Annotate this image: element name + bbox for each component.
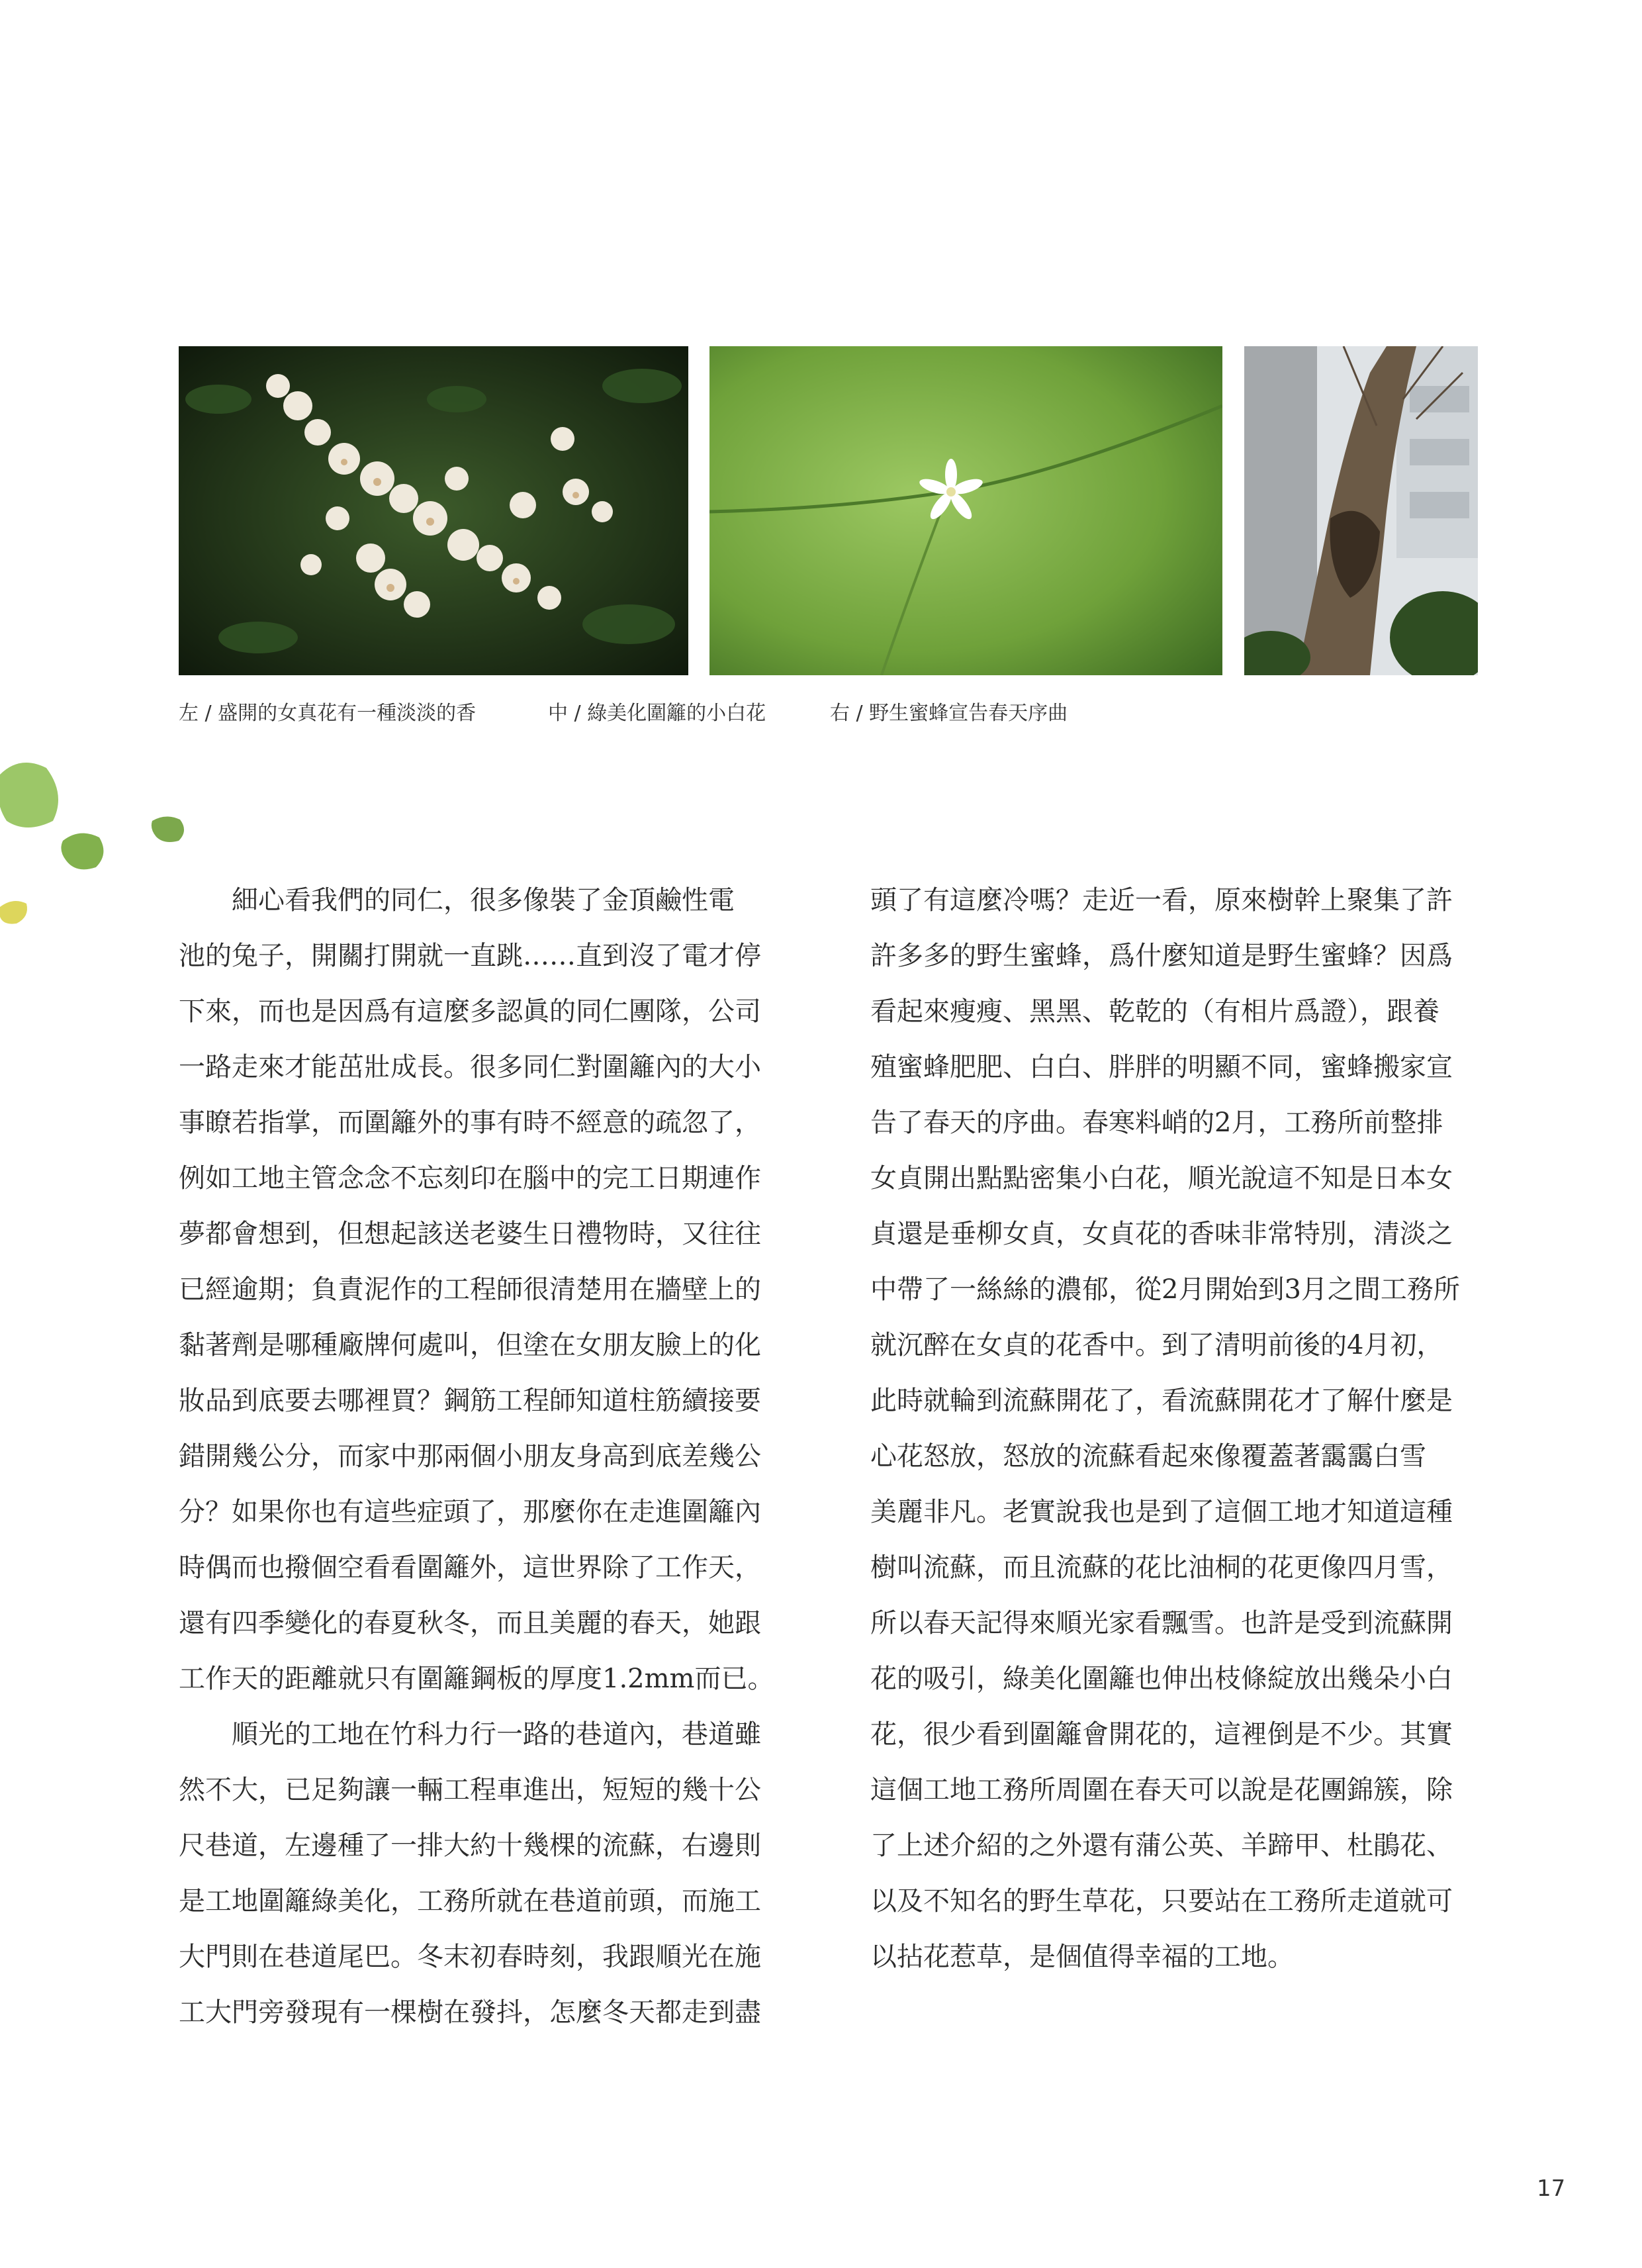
text-line: 還有四季變化的春夏秋冬，而且美麗的春天，她跟 [179,1608,761,1638]
text-line: 殖蜜蜂肥肥、白白、胖胖的明顯不同，蜜蜂搬家宣 [870,1052,1453,1082]
text-line: 錯開幾公分，而家中那兩個小朋友身高到底差幾公 [179,1441,761,1472]
text-line: 妝品到底要去哪裡買？鋼筋工程師知道柱筋續接要 [179,1386,761,1416]
text-line: 時偶而也撥個空看看圍籬外，這世界除了工作天， [179,1552,761,1583]
text-line: 夢都會想到，但想起該送老婆生日禮物時，又往往 [179,1219,761,1249]
text-line: 女貞開出點點密集小白花，順光說這不知是日本女 [870,1163,1453,1194]
text-line: 已經逾期；負責泥作的工程師很清楚用在牆壁上的 [179,1274,761,1305]
text-line: 花的吸引，綠美化圍籬也伸出枝條綻放出幾朵小白 [870,1664,1453,1694]
text-line: 頭了有這麼冷嗎？走近一看，原來樹幹上聚集了許 [870,885,1453,916]
text-line: 一路走來才能茁壯成長。很多同仁對圍籬內的大小 [179,1052,761,1082]
privet-blossom-photo [179,346,688,675]
text-line: 以拈花惹草，是個值得幸福的工地。 [870,1942,1294,1972]
caption-left: 左 / 盛開的女真花有一種淡淡的香 [179,702,477,725]
text-line: 細心看我們的同仁，很多像裝了金頂鹼性電 [179,885,735,916]
text-line: 貞還是垂柳女貞，女貞花的香味非常特別，清淡之 [870,1219,1453,1249]
text-line: 花，很少看到圍籬會開花的，這裡倒是不少。其實 [870,1719,1453,1750]
text-line: 大門則在巷道尾巴。冬末初春時刻，我跟順光在施 [179,1942,761,1972]
text-line: 例如工地主管念念不忘刻印在腦中的完工日期連作 [179,1163,761,1194]
text-line: 此時就輪到流蘇開花了，看流蘇開花才了解什麼是 [870,1386,1453,1416]
text-line: 看起來瘦瘦、黑黑、乾乾的（有相片爲證），跟養 [870,996,1439,1027]
text-line: 池的兔子，開關打開就一直跳……直到沒了電才停 [179,941,761,971]
text-line: 工大門旁發現有一棵樹在發抖，怎麼冬天都走到盡 [179,1997,761,2028]
privet-blossom-image [179,346,688,675]
small-white-flower-photo [709,346,1222,675]
text-line: 美麗非凡。老實說我也是到了這個工地才知道這種 [870,1497,1453,1527]
text-line: 告了春天的序曲。春寒料峭的2月，工務所前整排 [870,1108,1443,1138]
caption-right: 右 / 野生蜜蜂宣告春天序曲 [830,702,1068,725]
text-line: 這個工地工務所周圍在春天可以說是花團錦簇，除 [870,1775,1453,1805]
text-line: 以及不知名的野生草花，只要站在工務所走道就可 [870,1886,1453,1916]
text-line: 下來，而也是因爲有這麼多認眞的同仁團隊，公司 [179,996,761,1027]
wild-bee-swarm-tree-photo [1244,346,1478,675]
text-line: 工作天的距離就只有圍籬鋼板的厚度1.2mm而已。 [179,1664,774,1694]
text-line: 中帶了一絲絲的濃郁，從2月開始到3月之間工務所 [870,1274,1460,1305]
text-line: 事瞭若指掌，而圍籬外的事有時不經意的疏忽了， [179,1108,761,1138]
text-line: 樹叫流蘇，而且流蘇的花比油桐的花更像四月雪， [870,1552,1453,1583]
decorative-leaves-icon [0,755,199,953]
right-text-column [870,873,1478,1985]
page-number: 17 [1537,2175,1566,2202]
left-text-column [179,873,792,2040]
text-line: 心花怒放，怒放的流蘇看起來像覆蓋著靄靄白雪 [870,1441,1426,1472]
text-line: 然不大，已足夠讓一輛工程車進出，短短的幾十公 [179,1775,761,1805]
text-line: 許多多的野生蜜蜂，爲什麼知道是野生蜜蜂？因爲 [870,941,1453,971]
text-line: 順光的工地在竹科力行一路的巷道內，巷道雖 [179,1719,761,1750]
text-line: 尺巷道，左邊種了一排大約十幾棵的流蘇，右邊則 [179,1830,761,1861]
text-line: 就沉醉在女貞的花香中。到了清明前後的4月初， [870,1330,1443,1360]
text-line: 所以春天記得來順光家看飄雪。也許是受到流蘇開 [870,1608,1453,1638]
caption-center: 中 / 綠美化圍籬的小白花 [548,702,766,725]
text-line: 黏著劑是哪種廠牌何處叫，但塗在女朋友臉上的化 [179,1330,761,1360]
text-line: 分？如果你也有這些症頭了，那麼你在走進圍籬內 [179,1497,761,1527]
text-line: 是工地圍籬綠美化，工務所就在巷道前頭，而施工 [179,1886,761,1916]
text-line: 了上述介紹的之外還有蒲公英、羊蹄甲、杜鵑花、 [870,1830,1453,1861]
wild-bee-swarm-tree-image [1244,346,1478,675]
small-white-flower-image [709,346,1222,675]
